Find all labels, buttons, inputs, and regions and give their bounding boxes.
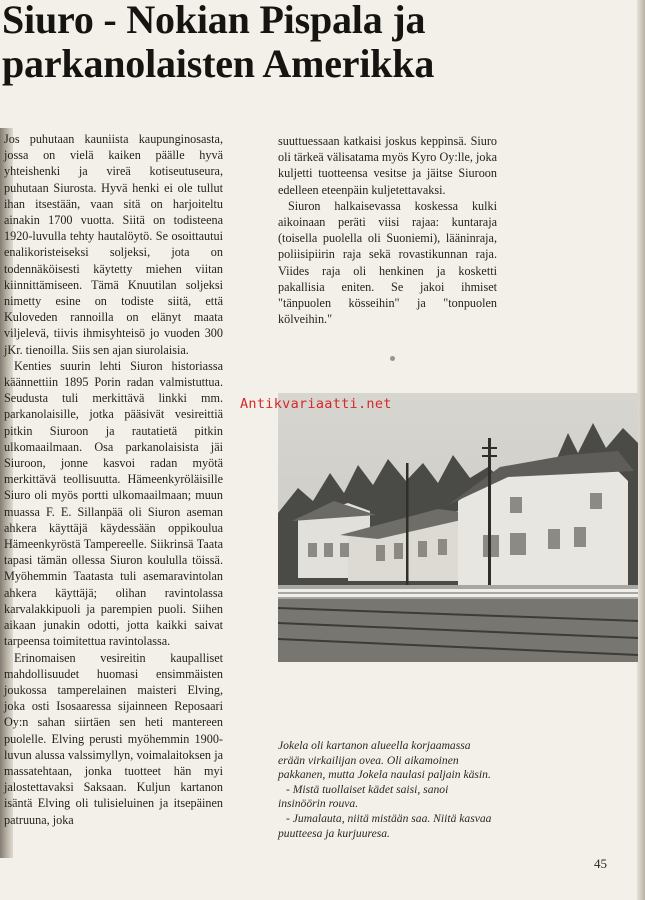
page-number: 45 <box>594 856 607 871</box>
caption-line-3: - Jumalauta, niitä mistään saa. Niitä kasvaa puutteesa ja kurjuuresa. <box>278 811 492 840</box>
ornament-dot <box>390 356 395 361</box>
caption-line-2: - Mistä tuollaiset kädet saisi, sanoi insinöörin rouva. <box>278 782 449 811</box>
photo-caption <box>278 739 498 841</box>
station-illustration <box>278 393 638 662</box>
title-line-2: parkanolaisten Amerikka <box>2 41 435 86</box>
left-paragraph-2: Kenties suurin lehti Siuron historiassa käännettiin 1895 Porin radan valmistuttua. Seudusta tuli merkittävä linkki mm. parkanolaisille, jotka pääsivät vesireittiä pitkin Siuroon ja rautatietä pitkin ulkomaailmaan. Osa parkanolaisista jäi Siuroon, jonne kasvoi radan myötä merkittävä teollisuutta. Hämeenkyröläisille Siuro oli myös portti ulkomaailmaan; muun muassa F. E. Sillanpää oli Siuron aseman ahkera käyttäjä käydessään oppikoulua Hämeenkyröstä Tampereelle. Siikrinsä Taata tapasi tämän ollessa Siuron koululla töissä. Myöhemmin Taatasta tuli asemaravintolan ahkera käyttäjä; olihan ravintolassa karvalakkipuoli ja parempien puoli. Siihen aikaan junakin odotti, jotta kaikki saivat tarpeensa toimitettua ravintolassa. <box>4 358 223 649</box>
right-paragraph-1: suuttuessaan katkaisi joskus keppinsä. Siuro oli tärkeä välisatama myös Kyro Oy:lle, joka kuljetti tuotteensa vesitse ja jäitse Siuroon edelleen eteenpäin kuljetettavaksi. <box>278 134 497 197</box>
page-title <box>2 0 434 86</box>
left-paragraph-3: Erinomaisen vesireitin kaupalliset mahdollisuudet huomasi ensimmäisten joukossa tamperelainen maisteri Elving, joka osti Isosaaressa sijainneen Reposaari Oy:n sahan siirtäen sen heti mantereen puolelle. Elving perusti myöhemmin 1900-luvun alussa valssimyllyn, voimalaitoksen ja massatehtaan, jonka tuotteet hän myi jalostettavaksi Saksaan. Kuljun kartanon isäntä Elving oli tulisieluinen ja itsepäinen patruuna, joka <box>4 650 223 827</box>
telegraph-pole-right <box>488 438 491 588</box>
left-paragraph-1: Jos puhutaan kauniista kaupunginosasta, jossa on vielä kaiken päälle hyvä yhteishenki ja vireä kotiseutuseura, puhutaan Siurosta. Hyvä henki ei ole tullut ihan itsestään, vaan sitä on harjoiteltu ainakin 1700 vuotta. Siitä on todisteena 1920-luvulla tehty hautalöytö. Se osoittautui enalikoristeiseksi soljeksi, jota on todennäköisesti käytetty miehen viitan kiinnittämiseen. Tämä Knuutilan soljeksi nimetty esine on todiste siitä, että Kuloveden rannoilla on elänyt maata viljelevä, tiivis ihmisyhteisö jo vuoden 300 jKr. tienoilla. Siis sen ajan siurolaisia. <box>4 132 223 357</box>
right-text-column <box>278 133 497 327</box>
right-paragraph-2: Siuron halkaisevassa koskessa kulki aikoinaan peräti viisi rajaa: kuntaraja (toisella puolella oli Suoniemi), lääninraja, poliisipiirin raja sekä rovastikunnan raja. Viides raja oli henkinen ja kosketti pakallisia eniten. Se jakoi ihmiset "tänpuolen kösseihin" ja "tonpuolen kölveihin." <box>278 198 497 327</box>
telegraph-pole-left <box>406 463 409 593</box>
watermark: Antikvariaatti.net <box>240 396 392 412</box>
page-edge <box>637 0 645 900</box>
railway-station-photo <box>278 393 638 662</box>
caption-line-1: Jokela oli kartanon alueella korjaamassa erään virkailijan ovea. Oli aikamoinen pakkanen, mutta Jokela naulasi paljain käsin. <box>278 739 491 782</box>
title-line-1: Siuro - Nokian Pispala ja <box>2 0 426 42</box>
left-text-column <box>4 131 223 828</box>
